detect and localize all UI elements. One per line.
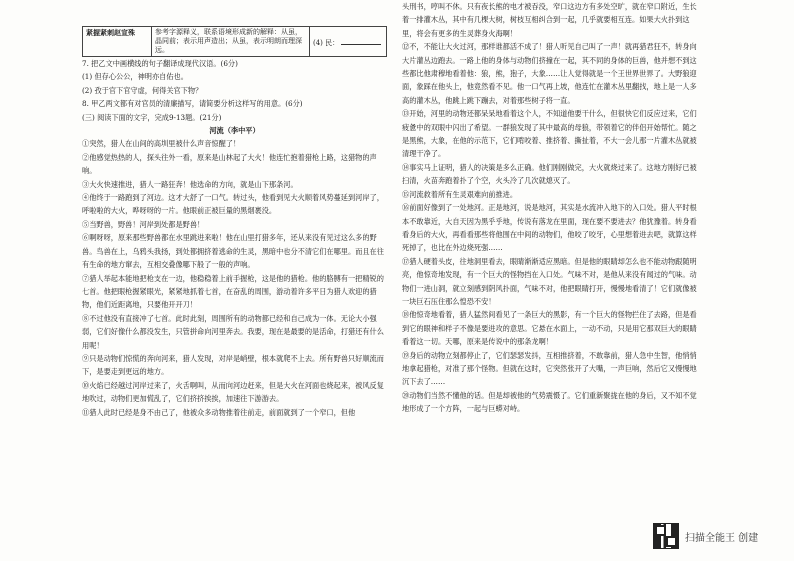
story-paragraph: ⑫不，不能让大火过河，那样谁都活不成了！猎人听见自己叫了一声！就再猎君狂不，转身向大片灌丛边跑去。一路上他的身体与动物们挤撞在一起，其不同的身体的巨兽，他并想不到这些都比他肃穆地看着他：狼，熊，狍子，大象……让人觉得就是一个王世界世界了。大野狼迎面，象踩在他头上，他竟然看不见。他一口气再上坡，他连忙在灌木丛里翻找，地上是一人多高的灌木丛，他跳上跳下蹦去，对着那些树子将一直。 [402,42,697,105]
question-7-1: (1) 但存心公公，神明亦自佑也。 [82,72,188,82]
story-paragraph: ⑥啊呀呀，原来那些野兽都在水里跳进来啦！他在山里打猎多年，还从来没有见过这么多的野兽。鸟兽在上，乌鸦头我扬，到处都拥挤着逃命的生灵，黑暗中也分不清它们在哪里。而且在往有生命的地方窜去，互相交叠像哪下般了一般的声响。 [82,233,384,270]
story-paragraph: ⑰猎人硬着头皮，往地洞里看去，眼睛渐渐适应黑暗。但是他的眼睛却怎么也不能动物跟随明亮，他惊奇地发现，有一个巨大的怪物挡在入口处。气味不对，是他从来没有闻过的气味。动物们一进山洞，就立刻感到阴风扑面，气味不对，他把眼睛打开，慢慢地看清了！它们就像被一块巨石压住那么惶恐不安！ [402,256,697,306]
story-paragraph: ⑦猎人举起本能地把枪支在一边，他稳稳着上前手握枪，这是他的猎枪。他的胳膊有一把精锐的七首。他把眼枪握紧眼光，紧紧地抓着七首，在奋乱的周围，游动着许多平日为猎人欢迎的猎物，他们近距离地，只要他开开刀！ [82,273,384,310]
story-paragraph: ⑯前面好像到了一处地河。正是地河，说是地河，其实是水流冲入地下的入口处。猎人平时根本不敢靠近，大自天因为黑乎乎地，传说有落龙在里面，现在要不要进去？他犹豫着。转身看看身后的大火，再看看那些将他围在中间的动物们，他咬了咬牙，心里想着进去吧，就算这样死掉了，也比在外边烧死强…… [402,203,697,253]
scanner-watermark [653,523,758,549]
table-row [83,27,387,57]
table-row-content: 参考字源释义，联系语境形成新的解释：从虽，晶同前；表示用声造出；从虽，表示明朗而理深远。 [152,27,310,57]
question-7-2: (2) 孜于官下官守虚，何得关官下物？ [82,85,203,95]
story-paragraph: ⑬开始，河里的动物还都呆呆地看着这个人，不知道他要干什么，但很快它们反应过来，它们疲惫中的双眼中闪出了希望。一群狼发现了其中最高的母狼，带领着它的伴侣开始帮忙。随之是黑熊，大象，在他的示范下，它们啃咬着、推挤着、撕扯着，不大一会儿那一片灌木丛就被清理干净了。 [402,109,697,159]
table-answer-cell [310,27,387,57]
story-paragraph: ⑱他惊奇地看着，猎人猛然间看见了一条巨大的黑影，有一个巨大的怪物拦住了去路，但是看到它的眼神和样子不像是要进攻的意思。它悬在水面上，一动不动，只是用它那双巨大的眼睛看着这一切。天哪，原来是传说中的那条龙啊！ [402,310,697,347]
story-paragraph: ⑭事实马上证明，猎人的决策是多么正确。他们刚刚做完，大火就烧过来了。这地方刚好已被扫清，火苗奔跑着扑了个空，火头冷了几次就熄灭了。 [402,162,697,186]
watermark-text: 扫描全能王 创建 [685,532,759,544]
story-paragraph: 头刑书，哼叫不休。只有夜长熊的电才被吞没，窄口这边方有多处空旷，就在窄口附近，生长着一排灌木丛，其中有几棵大树，树枝互相纠合到一起，几乎就要相互连。如果大火扑到这里，将会有更多的生灵葬身火海啊！ [402,2,697,38]
answer-table [82,26,387,57]
story-paragraph: ⑤当野兽，野兽！河岸到处都是野兽！ [82,219,205,229]
table-answer-label: (4) 民： [313,38,340,47]
story-title: 河流（李中平） [209,126,260,136]
story-paragraph: ③大火快速推进，猎人一路狂奔！他选命的方向，就是山下那条河。 [82,179,298,189]
answer-blank[interactable] [341,36,381,45]
story-paragraph: ⑧不过他没有直接冲了七首。此时此刻，周围所有的动物都已经和自己成为一体。无论大小强弱，它们好像什么都没发生，只管拼命向河里奔去。我要，现在是最要的是活命，打猎还有什么用呢！ [82,313,384,350]
story-paragraph: ⑩火焰已经越过河岸过来了，火舌啊叫，从而向河边赶来，但是大火在河面也烧起来，被风反复地吹过，动物们更加慌乱了，它们挤挤挨挨，加速往下游游去。 [82,380,384,404]
story-paragraph: ⑪猎人此时已经是身不由己了，他被众多动物推着往前走，前面就到了一个窄口，但他 [82,407,356,417]
story-paragraph: ⑨只是动物们惊慌的奔向河来，猎人发现，对岸是峭壁，根本就爬不上去。所有野兽只好顺流而下，是要走到更远的地方。 [82,353,384,377]
qr-code-icon [653,523,679,549]
right-column [402,0,698,416]
section-3-heading: (三) 阅读下面的文字，完成9-13题。(21分) [82,112,222,122]
question-7: 7. 把乙文中画横线的句子翻译成现代汉语。(6分) [82,59,238,68]
story-paragraph: ①突然，猎人在山间的高圳里被什么声音惊醒了！ [82,139,241,149]
question-8: 8. 甲乙两文都有对官员的清廉描写，请简要分析这样写的用意。(6分) [82,99,303,109]
story-paragraph: ⑮河流救着所有生灵艰难向前推进。 [402,189,518,199]
story-paragraph: ⑳动物们当然不懂他的话。但是却被他的气势震慑了。它们重新聚拢在他的身后，又不知不觉地形成了一个方阵，一起与巨蟒对峙。 [402,390,697,414]
table-row-label: 紧握紧刺赵宣殊 [83,27,152,57]
story-paragraph: ⑲身后的动物立刻都停止了，它们瑟瑟发抖，互相推挤着，不敢靠前，猎人急中生智，他悄悄地拿起猎枪，对准了那个怪物。但就在这时，它突然张开了大嘴，一声巨响，然后它又慢慢地沉下去了…… [402,350,697,387]
story-paragraph: ②他感觉热热的人，探头往外一看，原来是山林起了大火！他连忙抱着猎枪上路，这猎物的声响。 [82,152,377,176]
story-paragraph: ④他终于一路跑到了河边。这才大舒了一口气。转过头，他看到见大火顺着风势蔓延到河岸了，呼啦啦的大火，哗呀呀的一片。他眼前正被巨量的黑烟裹没。 [82,193,384,216]
left-column [82,0,387,419]
